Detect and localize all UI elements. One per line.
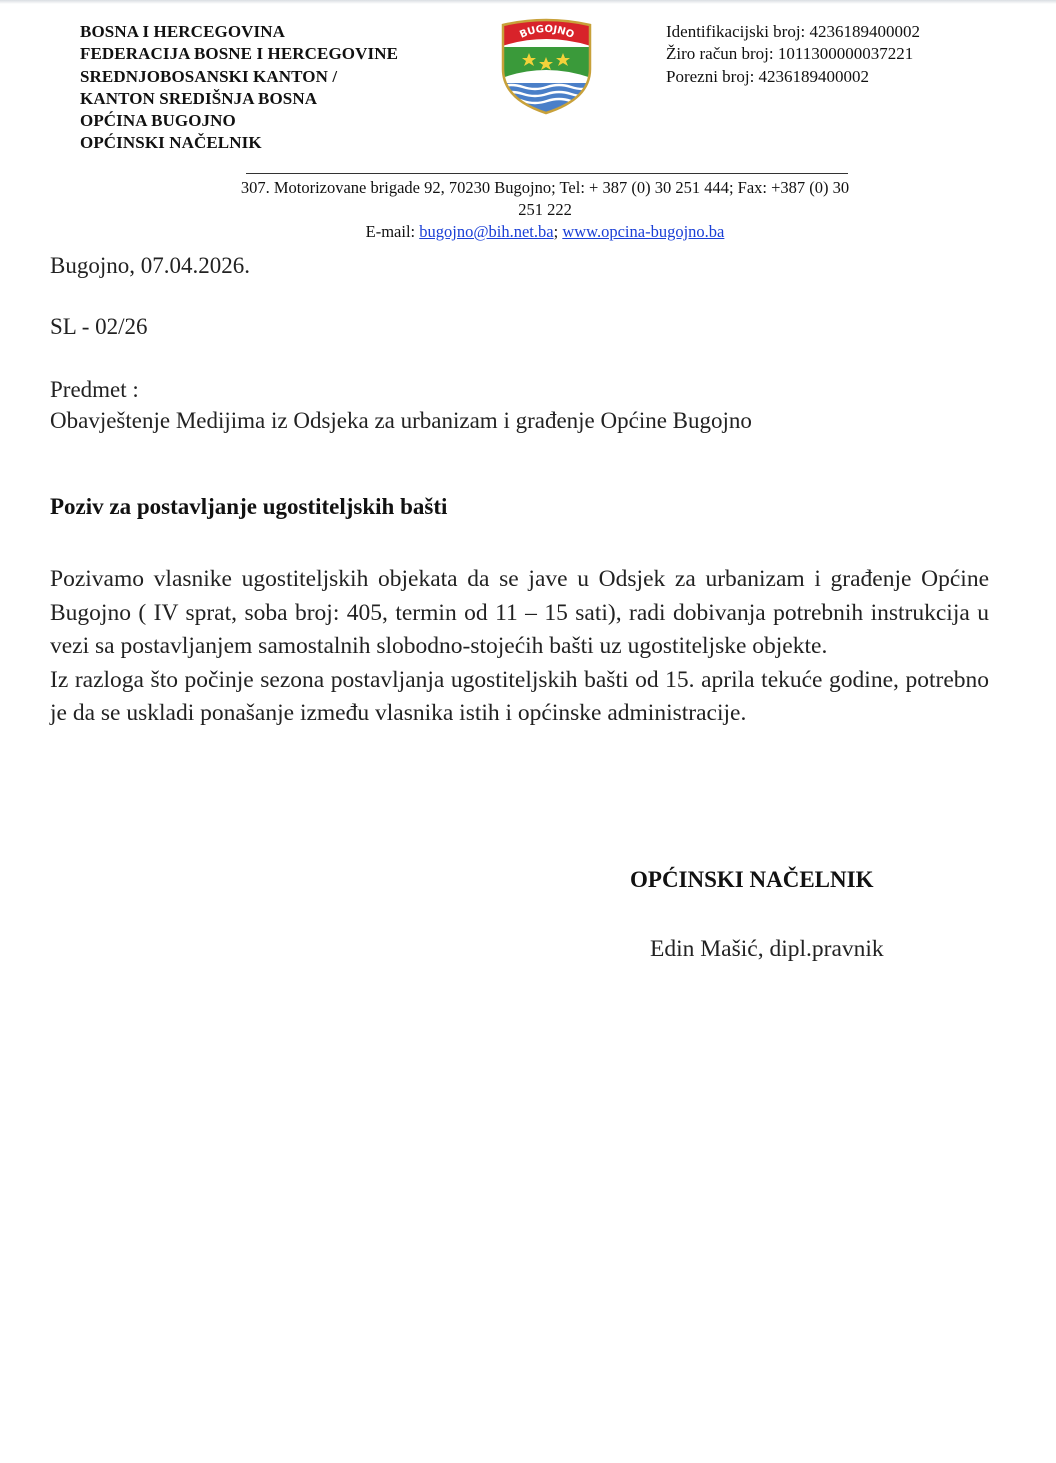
body-paragraph: Iz razloga što počinje sezona postavljanja ugostiteljskih bašti od 15. aprila tekuće godine, potrebno je da se uskladi ponašanje između vlasnika istih i općinske administracije. [50,666,989,726]
email-label: E-mail: [365,222,420,241]
contact-line [100,221,990,242]
signature-name: Edin Mašić, dipl.pravnik [650,936,884,962]
authority-line: BOSNA I HERCEGOVINA [80,22,285,41]
authority-line: KANTON SREDIŠNJA BOSNA [80,88,318,108]
email-link[interactable]: bugojno@bih.net.ba [419,222,554,241]
address-line-cont: 251 222 [518,199,572,219]
signature-title: OPĆINSKI NAČELNIK [630,867,874,892]
bugojno-crest-logo [499,17,594,115]
letterhead-authority [80,21,500,155]
authority-line: OPĆINA BUGOJNO [80,111,236,131]
subject-label: Predmet : [50,377,139,402]
tax-number: Porezni broj: 4236189400002 [666,66,870,86]
reference-number: SL - 02/26 [50,314,148,339]
letterhead-ids [666,21,1046,88]
crest-text: BUGOJNO [518,23,576,41]
contact-separator: ; [553,222,563,241]
top-shadow [0,0,1056,4]
letter-body [50,563,989,731]
header-divider [246,173,848,174]
body-paragraph: Pozivamo vlasnike ugostiteljskih objekata da se jave u Odsjek za urbanizam i građenje Općine Bugojno ( IV sprat, soba broj: 405, termin od 11 – 15 sati), radi dobivanja potrebnih instrukcija u vezi sa postavljanjem samostalnih slobodno-stojećih bašti uz ugostiteljske objekte. [50,566,989,659]
address-block [100,177,990,220]
authority-line: FEDERACIJA BOSNE I HERCEGOVINE [80,44,399,64]
website-link[interactable]: www.opcina-bugojno.ba [562,222,725,241]
letter-title: Poziv za postavljanje ugostiteljskih bašti [50,494,448,519]
authority-line: OPĆINSKI NAČELNIK [80,133,262,153]
address-line: 307. Motorizovane brigade 92, 70230 Bugojno; Tel: + 387 (0) 30 251 444; Fax: +387 (0) 30 [240,178,850,197]
subject-text: Obavještenje Medijima iz Odsjeka za urbanizam i građenje Općine Bugojno [50,408,752,433]
id-number: Identifikacijski broj: 4236189400002 [666,22,921,41]
bank-account: Žiro račun broj: 1011300000037221 [666,44,914,64]
authority-line: SREDNJOBOSANSKI KANTON / [80,66,338,86]
place-date: Bugojno, 07.04.2026. [50,253,250,278]
